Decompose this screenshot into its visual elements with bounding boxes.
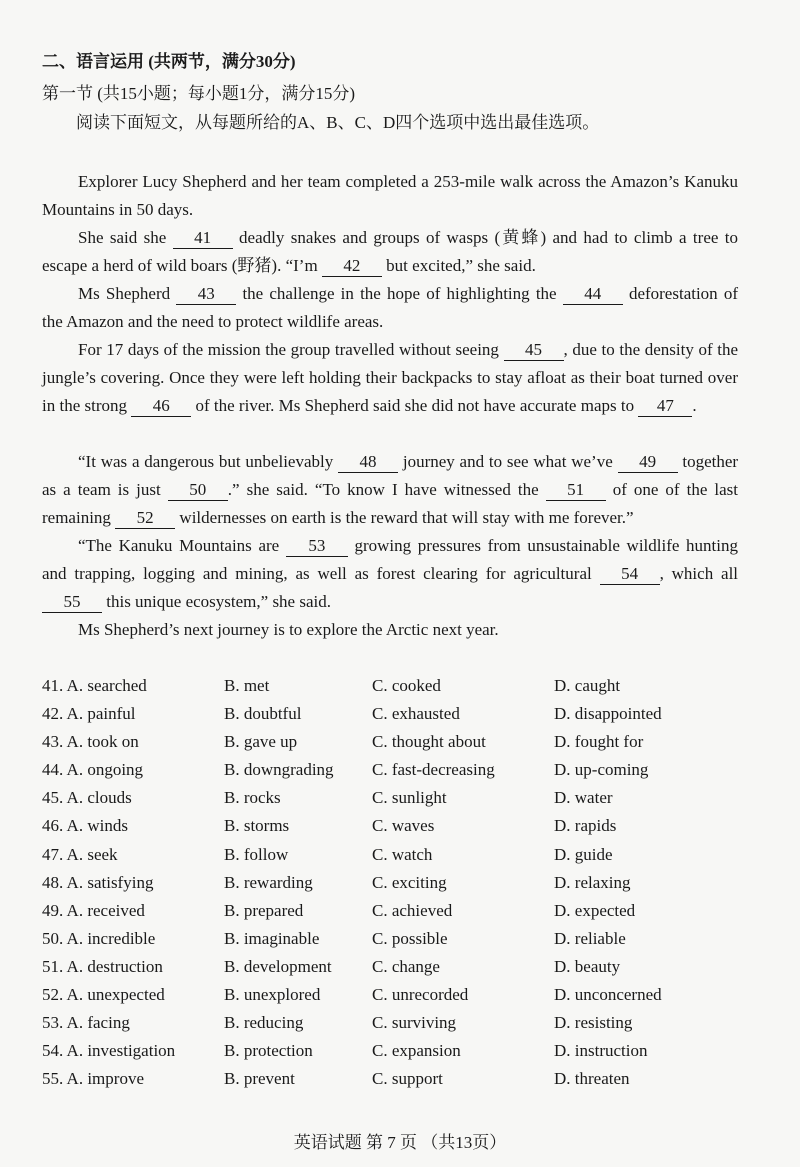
question-row: 42. A. painful B. doubtful C. exhausted D. disappointed: [42, 704, 662, 724]
question-row: 48. A. satisfying B. rewarding C. exciting D. relaxing: [42, 872, 631, 892]
question-row: 49. A. received B. prepared C. achieved D. expected: [42, 900, 636, 920]
blank-47: 47: [638, 396, 692, 417]
part-title: 第一节 (共15小题；每小题1分，满分15分): [42, 84, 356, 103]
paragraph-1: Explorer Lucy Shepherd and her team completed a 253-mile walk across the Amazon’s Kanuku Mountains in 50 days.: [42, 172, 738, 219]
question-row: 44. A. ongoing B. downgrading C. fast-decreasing D. up-coming: [42, 760, 649, 780]
paragraph-5: “It was a dangerous but unbelievably 48 journey and to see what we’ve 49 together as a team is just 50 .” she said. “To know I have witnessed the 51 of one of the last remaining 52 wildernesses on earth is the reward that will stay with me forever.”: [42, 452, 739, 527]
blank-50: 50: [168, 480, 228, 501]
paragraph-6: “The Kanuku Mountains are 53 growing pressures from unsustainable wildlife hunting and trapping, logging and mining, as well as forest clearing for agricultural 54 , which all 55 this unique ecosystem,” she said.: [42, 536, 739, 611]
blank-54: 54: [600, 564, 660, 585]
options-list: [42, 674, 742, 1095]
question-row: 50. A. incredible B. imaginable C. possible D. reliable: [42, 928, 626, 948]
blank-45: 45: [504, 340, 564, 361]
question-row: 53. A. facing B. reducing C. surviving D. resisting: [42, 1013, 633, 1033]
blank-41: 41: [173, 228, 233, 249]
question-row: 51. A. destruction B. development C. change D. beauty: [42, 956, 621, 976]
blank-53: 53: [286, 536, 348, 557]
question-row: 52. A. unexpected B. unexplored C. unrecorded D. unconcerned: [42, 985, 662, 1005]
blank-48: 48: [338, 452, 398, 473]
blank-44: 44: [563, 284, 623, 305]
page-footer: 英语试题 第 7 页 （共13页）: [293, 1133, 507, 1152]
paragraph-2: She said she 41 deadly snakes and groups of wasps (黄蜂) and had to climb a tree to escape a herd of wild boars (野猪). “I’m 42 but excited,” she said.: [42, 228, 739, 275]
question-row: 43. A. took on B. gave up C. thought about D. fought for: [42, 732, 644, 752]
paragraph-7: Ms Shepherd’s next journey is to explore the Arctic next year.: [78, 620, 499, 639]
instruction: 阅读下面短文，从每题所给的A、B、C、D四个选项中选出最佳选项。: [76, 113, 600, 132]
blank-52: 52: [115, 508, 175, 529]
question-row: 45. A. clouds B. rocks C. sunlight D. water: [42, 788, 613, 808]
blank-43: 43: [176, 284, 236, 305]
question-row: 47. A. seek B. follow C. watch D. guide: [42, 844, 613, 864]
paragraph-4: For 17 days of the mission the group travelled without seeing 45 , due to the density of the jungle’s covering. Once they were left holding their backpacks to stay afloat as their boat turned over in the strong 46 of the river. Ms Shepherd said she did not have accurate maps to 47 .: [42, 340, 738, 415]
question-row: 55. A. improve B. prevent C. support D. threaten: [42, 1069, 630, 1089]
paragraph-3: Ms Shepherd 43 the challenge in the hope of highlighting the 44 deforestation of the Amazon and the need to protect wildlife areas.: [42, 284, 739, 331]
blank-55: 55: [42, 592, 102, 613]
question-row: 46. A. winds B. storms C. waves D. rapids: [42, 816, 617, 836]
blank-46: 46: [131, 396, 191, 417]
blank-42: 42: [322, 256, 382, 277]
question-row: 54. A. investigation B. protection C. expansion D. instruction: [42, 1041, 648, 1061]
blank-49: 49: [618, 452, 678, 473]
question-row: 41. A. searched B. met C. cooked D. caught: [42, 676, 621, 695]
blank-51: 51: [546, 480, 606, 501]
section-title: 二、语言运用 (共两节，满分30分): [42, 52, 296, 71]
